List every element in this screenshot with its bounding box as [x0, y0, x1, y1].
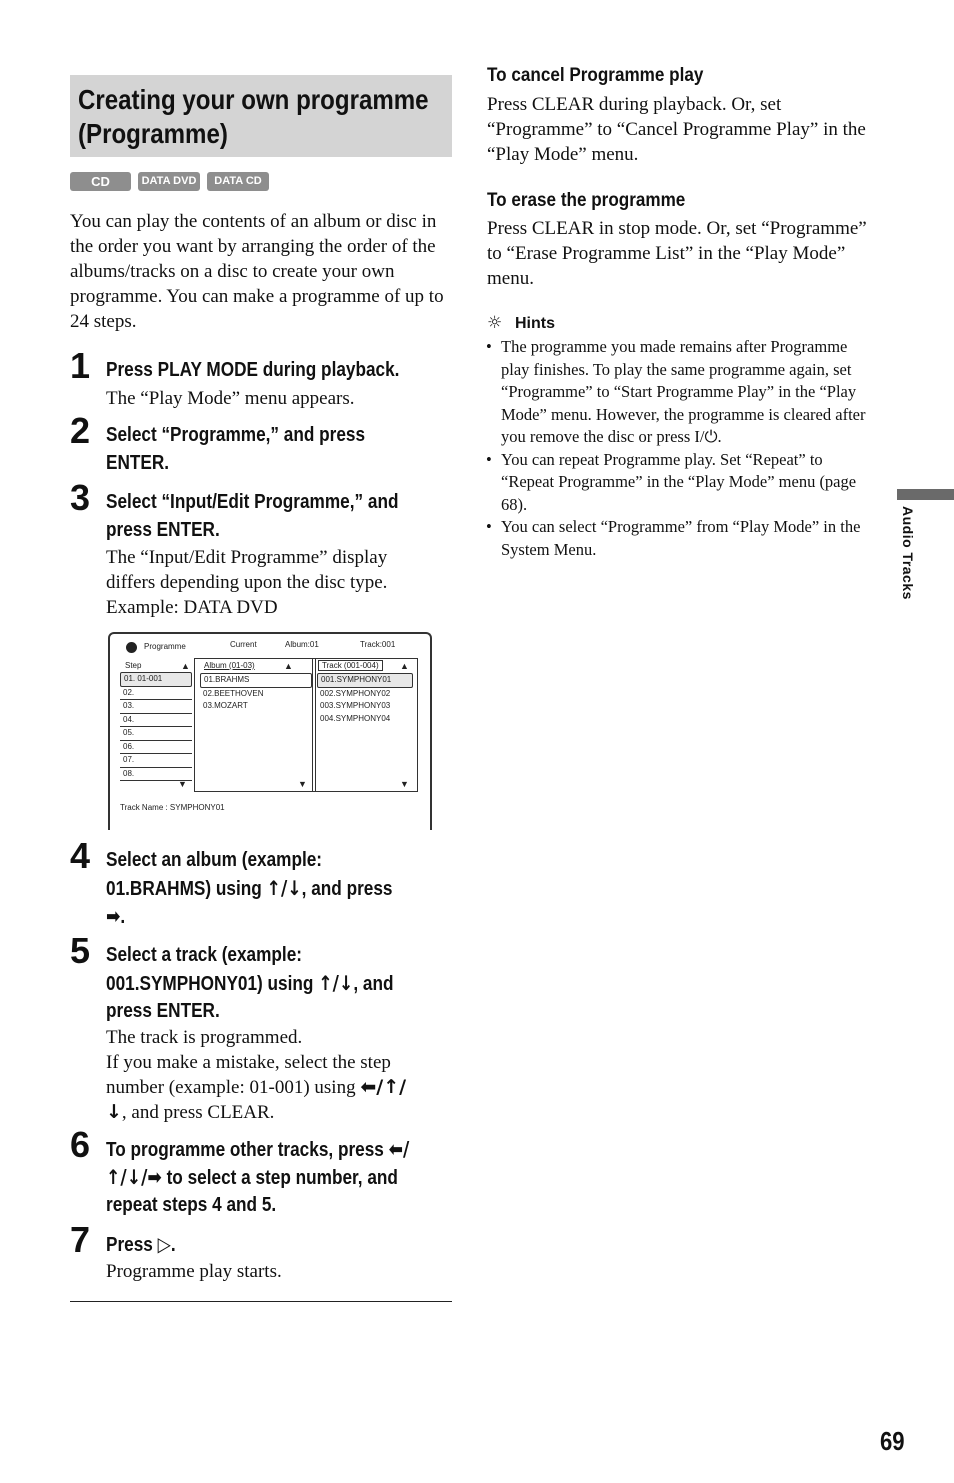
hints-title: Hints	[515, 315, 555, 332]
hint-text: You can repeat Programme play. Set “Repeat” to “Repeat Programme” in the “Play Mode” menu (page 68).	[501, 449, 857, 514]
step-6-heading-text-b: to select a step number, and	[161, 1167, 398, 1189]
screen-header-current: Current	[230, 640, 257, 649]
screen-header-album: Album:01	[285, 640, 319, 649]
step-5-number: 5	[70, 930, 91, 971]
step-1-number: 1	[70, 345, 91, 386]
section-title-box	[70, 75, 452, 157]
step-3-heading-line2: press ENTER.	[106, 519, 220, 541]
step-list-item[interactable]: 03.	[120, 700, 192, 714]
erase-body: Press CLEAR in stop mode. Or, set “Programme” to “Erase Programme List” in the “Play Mode” menu.	[487, 218, 867, 289]
step-4-heading-text-b: , and press	[301, 878, 393, 900]
step-list-item[interactable]: 06.	[120, 741, 192, 755]
album-list-item[interactable]: 01.BRAHMS	[200, 673, 312, 688]
up-down-arrow-icon: ↑/↓	[318, 971, 354, 995]
down-arrow-icon: ↓	[106, 1101, 122, 1123]
step-5-heading-line2	[106, 969, 393, 998]
badge-cd: CD	[70, 172, 131, 191]
step-7-heading: Press ▷.	[106, 1232, 176, 1256]
hint-item	[486, 449, 871, 517]
step-3-heading-line1: Select “Input/Edit Programme,” and	[106, 491, 399, 513]
step-list-item[interactable]: 07.	[120, 754, 192, 768]
album-list-item[interactable]: 03.MOZART	[203, 701, 248, 710]
screen-album-label: Album (01-03)	[204, 661, 255, 670]
step-5-body-line3	[106, 1075, 456, 1100]
side-tab-bar	[897, 489, 954, 500]
step-5-body-text-end: , and press CLEAR.	[121, 1102, 275, 1123]
step-2-heading-line1: Select “Programme,” and press	[106, 424, 366, 446]
step-2-number: 2	[70, 410, 91, 451]
step-4-heading-line3	[106, 902, 125, 931]
up-down-right-arrow-icon: ↑/↓/➡	[106, 1165, 162, 1189]
step-list-item[interactable]: 08.	[120, 768, 192, 782]
page-number: 69	[880, 1426, 905, 1456]
step-6-number: 6	[70, 1124, 91, 1165]
hint-text: You can select “Programme” from “Play Mode” in the System Menu.	[501, 517, 861, 559]
track-list-item[interactable]: 001.SYMPHONY01	[317, 673, 413, 688]
lightbulb-icon: ☼	[487, 313, 503, 333]
step-list-item[interactable]: 04.	[120, 714, 192, 728]
cancel-heading: To cancel Programme play	[487, 65, 704, 86]
step-1-heading: Press PLAY MODE during playback.	[106, 359, 400, 381]
step-4-heading-text-a: 01.BRAHMS) using	[106, 878, 267, 900]
disc-icon	[126, 642, 137, 653]
track-list-item[interactable]: 002.SYMPHONY02	[320, 688, 391, 698]
step-5-heading-line1: Select a track (example:	[106, 944, 302, 966]
up-down-arrow-icon: ↑/↓	[266, 876, 302, 900]
step-6-heading-line3: repeat steps 4 and 5.	[106, 1194, 277, 1216]
right-arrow-icon: ➡	[106, 904, 121, 928]
step-3-number: 3	[70, 477, 91, 518]
step-list-item[interactable]: 01. 01-001	[120, 672, 192, 687]
badge-data-cd: DATA CD	[207, 172, 269, 191]
hint-text: The programme you made remains after Programme play finishes. To play the same programme again, set “Programme” to “Start Programme Play” in the “Play Mode” menu. However, the programme is cleared after you remove the disc or press I/⏻.	[501, 337, 866, 446]
step-4-number: 4	[70, 835, 91, 876]
step-4-heading-text-c: .	[120, 906, 126, 928]
hint-item	[486, 336, 871, 449]
hints-list	[486, 336, 871, 561]
bullet-icon: •	[486, 337, 492, 356]
screen-track-label: Track (001-004)	[318, 660, 383, 671]
album-list[interactable]	[200, 673, 312, 713]
screen-header-track: Track:001	[360, 640, 396, 649]
step-7-body: Programme play starts.	[106, 1261, 282, 1282]
bullet-icon: •	[486, 517, 492, 536]
step-5-heading-text-a: 001.SYMPHONY01) using	[106, 973, 319, 995]
bullet-icon: •	[486, 449, 492, 469]
album-list-item[interactable]: 02.BEETHOVEN	[203, 688, 264, 698]
play-icon: ▷	[157, 1232, 171, 1256]
step-5-heading-text-b: , and	[353, 973, 394, 995]
step-list-item[interactable]: 05.	[120, 727, 192, 741]
bottom-rule	[70, 1301, 452, 1302]
album-scroll-up-icon[interactable]: ▲	[284, 661, 293, 671]
track-list-item[interactable]: 004.SYMPHONY04	[320, 713, 391, 723]
step-3-body: The “Input/Edit Programme” display differs depending upon the disc type. Example: DATA DVD	[106, 547, 388, 618]
step-list[interactable]	[120, 672, 192, 781]
step-7-number: 7	[70, 1219, 91, 1260]
step-scroll-down-icon[interactable]: ▼	[178, 779, 187, 789]
step-4-heading-line2	[106, 874, 392, 903]
step-6-heading-line2	[106, 1163, 398, 1192]
programme-screen	[108, 632, 432, 830]
step-5-body-line2: If you make a mistake, select the step	[106, 1052, 391, 1073]
step-5-heading-line3: press ENTER.	[106, 1000, 220, 1022]
badge-data-dvd: DATA DVD	[138, 172, 200, 191]
hint-item	[486, 516, 871, 561]
side-section-label: Audio Tracks	[900, 506, 916, 600]
step-6-heading-text-a: To programme other tracks, press	[106, 1139, 389, 1161]
left-arrow-icon: ⬅/	[388, 1137, 410, 1161]
section-title: Creating your own programme (Programme)	[78, 84, 429, 149]
track-scroll-up-icon[interactable]: ▲	[400, 661, 409, 671]
left-up-arrow-icon: ⬅/↑/	[360, 1076, 407, 1098]
track-list-item[interactable]: 003.SYMPHONY03	[320, 701, 391, 710]
screen-header-programme: Programme	[144, 642, 186, 651]
step-4-heading-line1: Select an album (example:	[106, 849, 323, 871]
step-5-body-line4	[106, 1100, 456, 1125]
track-scroll-down-icon[interactable]: ▼	[400, 779, 409, 789]
step-7-heading-text: Press	[106, 1234, 158, 1256]
cancel-body: Press CLEAR during playback. Or, set “Programme” to “Cancel Programme Play” in the “Play Mode” menu.	[487, 94, 866, 165]
step-6-heading-line1	[106, 1135, 409, 1164]
step-5-body-line1: The track is programmed.	[106, 1027, 303, 1048]
step-5-body-text: number (example: 01-001) using	[106, 1077, 361, 1098]
screen-track-name: Track Name : SYMPHONY01	[120, 803, 225, 812]
step-2-heading-line2: ENTER.	[106, 452, 170, 474]
step-1-body: The “Play Mode” menu appears.	[106, 388, 355, 409]
erase-heading: To erase the programme	[487, 190, 686, 211]
step-scroll-up-icon[interactable]: ▲	[181, 661, 190, 671]
album-scroll-down-icon[interactable]: ▼	[298, 779, 307, 789]
screen-step-label: Step	[125, 661, 142, 670]
intro-paragraph: You can play the contents of an album or disc in the order you want by arranging the order of the albums/tracks on a disc to create your own programme. You can make a programme of up to 24 steps.	[70, 211, 444, 332]
track-list[interactable]	[317, 673, 413, 725]
step-list-item[interactable]: 02.	[120, 687, 192, 701]
